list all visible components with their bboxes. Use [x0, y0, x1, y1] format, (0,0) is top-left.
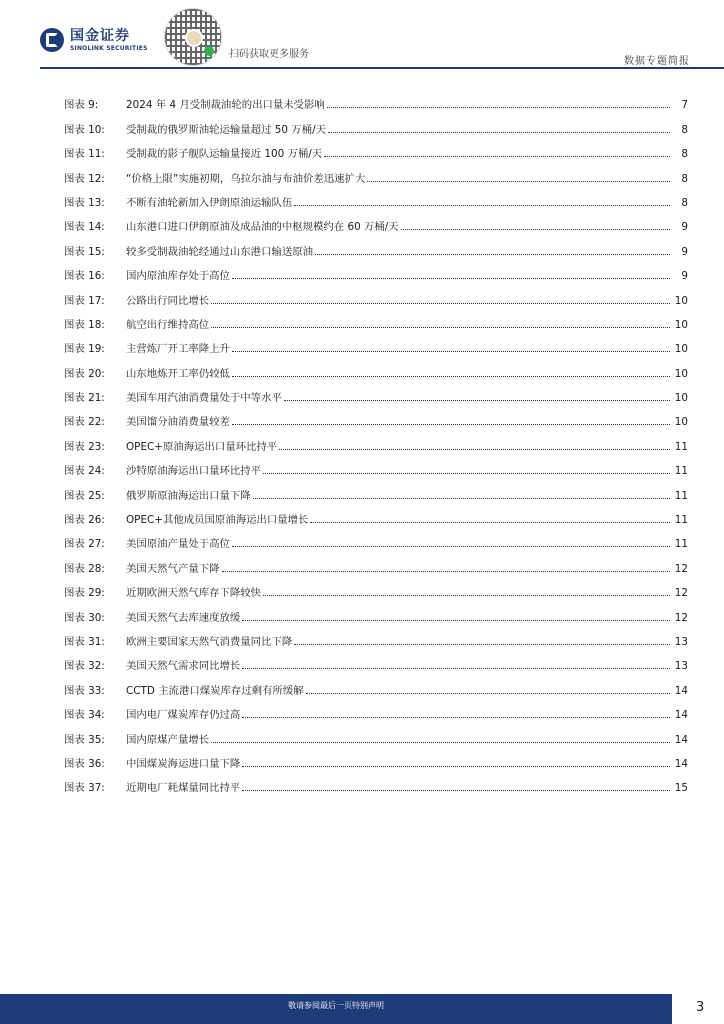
toc-page-number: 9 [681, 270, 688, 283]
toc-entry[interactable] [64, 771, 688, 795]
toc-page-number: 11 [674, 465, 688, 478]
toc-figure-label: 图表 24: [64, 465, 105, 478]
toc-figure-title: 山东地炼开工率仍较低 [126, 367, 230, 380]
toc-dot-leader [222, 571, 670, 572]
toc-figure-title: 国内原煤产量增长 [126, 733, 210, 746]
toc-page-number: 10 [674, 416, 688, 429]
toc-figure-label: 图表 35: [64, 733, 105, 746]
toc-dot-leader [367, 181, 670, 182]
figure-index-list [64, 88, 688, 795]
toc-figure-title: 近期欧洲天然气库存下降较快 [126, 587, 262, 600]
toc-page-number: 14 [674, 733, 688, 746]
toc-dot-leader [211, 742, 670, 743]
toc-figure-title: 航空出行维持高位 [126, 318, 210, 331]
toc-figure-label: 图表 29: [64, 587, 105, 600]
toc-figure-title: “价格上限”实施初期，乌拉尔油与布油价差迅速扩大 [126, 172, 366, 185]
toc-figure-title: 美国天然气去库速度放缓 [126, 611, 241, 624]
toc-figure-label: 图表 9: [64, 99, 99, 112]
company-logo [40, 28, 148, 52]
toc-dot-leader [242, 668, 670, 669]
toc-entry[interactable] [64, 137, 688, 161]
toc-figure-label: 图表 36: [64, 757, 105, 770]
toc-page-number: 8 [681, 196, 688, 209]
toc-dot-leader [211, 303, 670, 304]
toc-entry[interactable] [64, 698, 688, 722]
toc-figure-title: 俄罗斯原油海运出口量下降 [126, 489, 251, 502]
toc-dot-leader [310, 522, 670, 523]
toc-entry[interactable] [64, 161, 688, 185]
toc-entry[interactable] [64, 234, 688, 258]
toc-figure-title: 欧洲主要国家天然气消费量同比下降 [126, 635, 293, 648]
toc-page-number: 10 [674, 294, 688, 307]
toc-figure-label: 图表 26: [64, 514, 105, 527]
report-type: 数据专题简报 [624, 56, 690, 67]
toc-figure-title: OPEC+原油海运出口量环比持平 [126, 440, 278, 453]
toc-page-number: 9 [681, 245, 688, 258]
toc-entry[interactable] [64, 332, 688, 356]
toc-page-number: 14 [674, 684, 688, 697]
toc-figure-label: 图表 22: [64, 416, 105, 429]
toc-figure-title: 2024 年 4 月受制裁油轮的出口量未受影响 [126, 99, 325, 112]
toc-entry[interactable] [64, 747, 688, 771]
toc-page-number: 12 [674, 587, 688, 600]
toc-dot-leader [315, 254, 670, 255]
toc-dot-leader [263, 595, 670, 596]
toc-entry[interactable] [64, 478, 688, 502]
toc-figure-label: 图表 16: [64, 270, 105, 283]
toc-page-number: 14 [674, 709, 688, 722]
toc-figure-label: 图表 23: [64, 440, 105, 453]
scan-hint: 扫码获取更多服务 [229, 49, 309, 60]
logo-name-cn: 国金证券 [70, 27, 130, 44]
toc-dot-leader [232, 278, 670, 279]
toc-page-number: 9 [681, 221, 688, 234]
toc-page-number: 11 [674, 514, 688, 527]
toc-entry[interactable] [64, 454, 688, 478]
toc-figure-label: 图表 25: [64, 489, 105, 502]
toc-figure-title: 不断有油轮新加入伊朗原油运输队伍 [126, 196, 293, 209]
toc-figure-title: 受制裁的影子舰队运输量接近 100 万桶/天 [126, 148, 323, 161]
toc-figure-label: 图表 18: [64, 318, 105, 331]
header-divider [40, 67, 724, 69]
toc-entry[interactable] [64, 88, 688, 112]
toc-figure-label: 图表 15: [64, 245, 105, 258]
toc-dot-leader [327, 107, 670, 108]
toc-page-number: 10 [674, 318, 688, 331]
toc-figure-label: 图表 27: [64, 538, 105, 551]
toc-figure-label: 图表 17: [64, 294, 105, 307]
toc-page-number: 10 [674, 392, 688, 405]
toc-figure-label: 图表 32: [64, 660, 105, 673]
toc-figure-title: 国内原油库存处于高位 [126, 270, 230, 283]
logo-icon [40, 28, 64, 52]
toc-entry[interactable] [64, 722, 688, 746]
toc-dot-leader [232, 546, 670, 547]
toc-figure-title: 主营炼厂开工率降上升 [126, 343, 230, 356]
toc-page-number: 8 [681, 123, 688, 136]
toc-dot-leader [232, 351, 670, 352]
toc-page-number: 8 [681, 172, 688, 185]
toc-entry[interactable] [64, 527, 688, 551]
toc-figure-label: 图表 34: [64, 709, 105, 722]
toc-page-number: 10 [674, 343, 688, 356]
toc-figure-title: OPEC+其他成员国原油海运出口量增长 [126, 514, 309, 527]
toc-entry[interactable] [64, 673, 688, 697]
toc-dot-leader [211, 327, 670, 328]
toc-entry[interactable] [64, 356, 688, 380]
toc-figure-title: 山东港口进口伊朗原油及成品油的中枢规模约在 60 万桶/天 [126, 221, 399, 234]
toc-entry[interactable] [64, 186, 688, 210]
toc-dot-leader [279, 449, 670, 450]
toc-figure-title: 美国原油产量处于高位 [126, 538, 230, 551]
toc-page-number: 11 [674, 440, 688, 453]
toc-dot-leader [242, 766, 670, 767]
toc-page-number: 7 [681, 99, 688, 112]
toc-dot-leader [242, 717, 670, 718]
toc-entry[interactable] [64, 429, 688, 453]
toc-figure-label: 图表 11: [64, 148, 105, 161]
toc-figure-title: 美国天然气产量下降 [126, 562, 220, 575]
toc-page-number: 11 [674, 489, 688, 502]
toc-dot-leader [324, 156, 670, 157]
page-header [0, 0, 724, 72]
toc-page-number: 11 [674, 538, 688, 551]
toc-page-number: 13 [674, 635, 688, 648]
toc-dot-leader [294, 644, 670, 645]
toc-figure-label: 图表 20: [64, 367, 105, 380]
toc-entry[interactable] [64, 649, 688, 673]
toc-page-number: 12 [674, 562, 688, 575]
footer-disclaimer: 敬请参阅最后一页特别声明 [288, 1001, 384, 1010]
toc-entry[interactable] [64, 259, 688, 283]
toc-figure-label: 图表 31: [64, 635, 105, 648]
toc-dot-leader [328, 132, 670, 133]
page-number: 3 [696, 1000, 705, 1015]
toc-figure-label: 图表 37: [64, 782, 105, 795]
toc-entry[interactable] [64, 600, 688, 624]
toc-page-number: 10 [674, 367, 688, 380]
toc-figure-title: 公路出行同比增长 [126, 294, 210, 307]
toc-figure-label: 图表 19: [64, 343, 105, 356]
toc-entry[interactable] [64, 381, 688, 405]
toc-page-number: 14 [674, 757, 688, 770]
toc-dot-leader [263, 473, 670, 474]
qr-logo-icon [185, 29, 203, 47]
toc-figure-title: 美国馏分油消费量较差 [126, 416, 230, 429]
toc-dot-leader [232, 376, 670, 377]
toc-page-number: 8 [681, 148, 688, 161]
logo-name-en: SINOLINK SECURITIES [70, 44, 148, 52]
toc-figure-title: 近期电厂耗煤量同比持平 [126, 782, 241, 795]
toc-figure-title: 较多受制裁油轮经通过山东港口输送原油 [126, 245, 314, 258]
wechat-icon [204, 46, 214, 56]
toc-figure-label: 图表 33: [64, 684, 105, 697]
toc-entry[interactable] [64, 576, 688, 600]
toc-entry[interactable] [64, 308, 688, 332]
toc-dot-leader [242, 790, 670, 791]
toc-entry[interactable] [64, 503, 688, 527]
toc-figure-label: 图表 30: [64, 611, 105, 624]
toc-page-number: 12 [674, 611, 688, 624]
toc-dot-leader [306, 693, 670, 694]
toc-dot-leader [253, 498, 670, 499]
toc-figure-label: 图表 10: [64, 123, 105, 136]
toc-entry[interactable] [64, 551, 688, 575]
toc-figure-label: 图表 12: [64, 172, 105, 185]
toc-dot-leader [242, 620, 670, 621]
toc-entry[interactable] [64, 112, 688, 136]
toc-figure-title: 沙特原油海运出口量环比持平 [126, 465, 262, 478]
toc-figure-title: CCTD 主流港口煤炭库存过剩有所缓解 [126, 684, 304, 697]
toc-figure-title: 国内电厂煤炭库存仍过高 [126, 709, 241, 722]
toc-page-number: 13 [674, 660, 688, 673]
toc-entry[interactable] [64, 405, 688, 429]
toc-figure-title: 美国天然气需求同比增长 [126, 660, 241, 673]
toc-figure-label: 图表 28: [64, 562, 105, 575]
toc-figure-label: 图表 14: [64, 221, 105, 234]
toc-entry[interactable] [64, 625, 688, 649]
toc-figure-label: 图表 21: [64, 392, 105, 405]
toc-entry[interactable] [64, 283, 688, 307]
toc-page-number: 15 [674, 782, 688, 795]
toc-figure-label: 图表 13: [64, 196, 105, 209]
toc-figure-title: 受制裁的俄罗斯油轮运输量超过 50 万桶/天 [126, 123, 326, 136]
toc-figure-title: 中国煤炭海运进口量下降 [126, 757, 241, 770]
toc-dot-leader [232, 424, 670, 425]
toc-dot-leader [401, 229, 670, 230]
toc-dot-leader [294, 205, 670, 206]
toc-figure-title: 美国车用汽油消费量处于中等水平 [126, 392, 282, 405]
toc-dot-leader [284, 400, 670, 401]
toc-entry[interactable] [64, 210, 688, 234]
